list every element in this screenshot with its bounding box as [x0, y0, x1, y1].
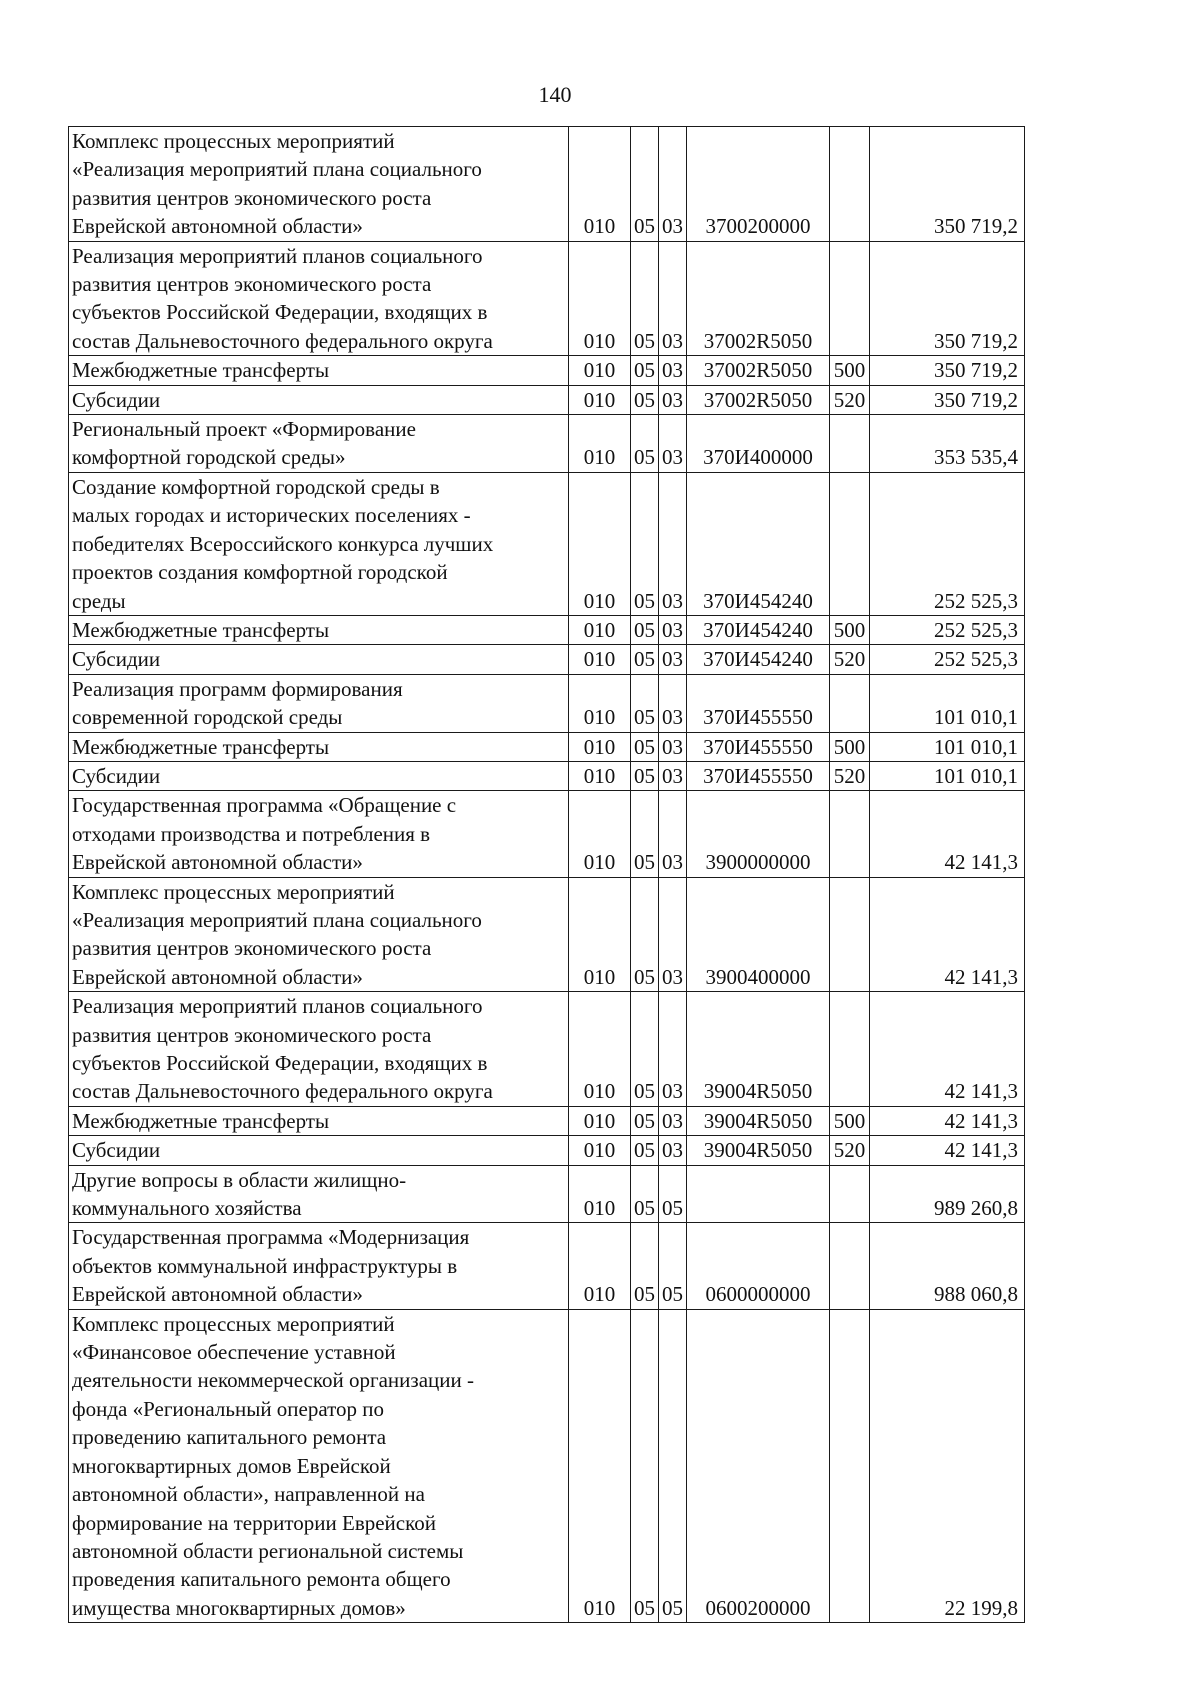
table-row	[69, 992, 1025, 1107]
row-subsection-code: 03	[659, 761, 687, 790]
row-target-article-code: 3900400000	[687, 877, 830, 992]
row-section-code: 05	[631, 385, 659, 414]
row-target-article-code: 370И400000	[687, 415, 830, 473]
row-grbs-code: 010	[569, 877, 631, 992]
row-amount: 252 525,3	[870, 472, 1025, 615]
row-amount: 350 719,2	[870, 356, 1025, 385]
row-target-article-code: 37002R5050	[687, 356, 830, 385]
row-grbs-code: 010	[569, 1165, 631, 1223]
row-grbs-code: 010	[569, 472, 631, 615]
row-name: Субсидии	[69, 385, 569, 414]
row-grbs-code: 010	[569, 127, 631, 242]
row-section-code: 05	[631, 1136, 659, 1165]
row-amount: 101 010,1	[870, 732, 1025, 761]
table-row	[69, 472, 1025, 615]
row-subsection-code: 03	[659, 356, 687, 385]
row-expense-type-code: 500	[830, 732, 870, 761]
row-subsection-code: 03	[659, 674, 687, 732]
row-expense-type-code	[830, 1223, 870, 1309]
row-target-article-code: 370И454240	[687, 615, 830, 644]
row-amount: 22 199,8	[870, 1309, 1025, 1622]
row-target-article-code: 0600200000	[687, 1309, 830, 1622]
row-amount: 350 719,2	[870, 127, 1025, 242]
row-name: Межбюджетные трансферты	[69, 615, 569, 644]
table-row	[69, 761, 1025, 790]
table-row	[69, 127, 1025, 242]
row-amount: 252 525,3	[870, 615, 1025, 644]
row-subsection-code: 03	[659, 415, 687, 473]
row-expense-type-code: 500	[830, 615, 870, 644]
row-section-code: 05	[631, 415, 659, 473]
row-grbs-code: 010	[569, 992, 631, 1107]
row-amount: 101 010,1	[870, 761, 1025, 790]
table-row	[69, 791, 1025, 877]
budget-table	[68, 126, 1025, 1623]
row-expense-type-code	[830, 127, 870, 242]
row-amount: 988 060,8	[870, 1223, 1025, 1309]
row-target-article-code: 370И454240	[687, 472, 830, 615]
row-expense-type-code	[830, 1309, 870, 1622]
page-number: 140	[538, 82, 572, 107]
row-target-article-code: 3900000000	[687, 791, 830, 877]
row-expense-type-code	[830, 877, 870, 992]
row-expense-type-code	[830, 992, 870, 1107]
row-expense-type-code	[830, 791, 870, 877]
row-subsection-code: 03	[659, 615, 687, 644]
row-expense-type-code: 520	[830, 761, 870, 790]
row-grbs-code: 010	[569, 241, 631, 356]
row-amount: 353 535,4	[870, 415, 1025, 473]
row-subsection-code: 03	[659, 385, 687, 414]
row-subsection-code: 03	[659, 1106, 687, 1135]
row-subsection-code: 05	[659, 1165, 687, 1223]
row-section-code: 05	[631, 1106, 659, 1135]
row-section-code: 05	[631, 241, 659, 356]
row-target-article-code: 370И455550	[687, 674, 830, 732]
row-subsection-code: 03	[659, 1136, 687, 1165]
row-section-code: 05	[631, 1223, 659, 1309]
row-expense-type-code	[830, 674, 870, 732]
row-target-article-code: 370И454240	[687, 645, 830, 674]
table-row	[69, 415, 1025, 473]
row-grbs-code: 010	[569, 732, 631, 761]
row-expense-type-code: 520	[830, 645, 870, 674]
row-name: Комплекс процессных мероприятий «Реализация мероприятий плана социального развития центров экономического роста Еврейской автономной области»	[69, 127, 569, 242]
row-amount: 42 141,3	[870, 791, 1025, 877]
row-subsection-code: 03	[659, 241, 687, 356]
row-grbs-code: 010	[569, 415, 631, 473]
row-target-article-code: 370И455550	[687, 761, 830, 790]
row-expense-type-code	[830, 472, 870, 615]
table-row	[69, 241, 1025, 356]
row-amount: 42 141,3	[870, 1136, 1025, 1165]
row-section-code: 05	[631, 877, 659, 992]
table-row	[69, 1106, 1025, 1135]
row-subsection-code: 03	[659, 645, 687, 674]
row-subsection-code: 03	[659, 877, 687, 992]
row-target-article-code: 39004R5050	[687, 1106, 830, 1135]
row-section-code: 05	[631, 674, 659, 732]
row-subsection-code: 03	[659, 992, 687, 1107]
row-amount: 101 010,1	[870, 674, 1025, 732]
row-grbs-code: 010	[569, 1309, 631, 1622]
row-name: Реализация программ формирования современной городской среды	[69, 674, 569, 732]
row-target-article-code: 39004R5050	[687, 992, 830, 1107]
row-target-article-code: 0600000000	[687, 1223, 830, 1309]
table-row	[69, 356, 1025, 385]
table-row	[69, 1223, 1025, 1309]
row-name: Реализация мероприятий планов социального развития центров экономического роста субъектов Российской Федерации, входящих в состав Дальневосточного федерального округа	[69, 992, 569, 1107]
row-amount: 350 719,2	[870, 385, 1025, 414]
table-row	[69, 1309, 1025, 1622]
row-expense-type-code: 520	[830, 1136, 870, 1165]
row-subsection-code: 03	[659, 732, 687, 761]
row-name: Комплекс процессных мероприятий «Финансовое обеспечение уставной деятельности некоммерческой организации - фонда «Региональный оператор по проведению капитального ремонта многоквартирных домов Еврейской автономной области», направленной на формирование на территории Еврейской автономной области региональной системы проведения капитального ремонта общего имущества многоквартирных домов»	[69, 1309, 569, 1622]
row-section-code: 05	[631, 645, 659, 674]
row-section-code: 05	[631, 791, 659, 877]
table-row	[69, 1136, 1025, 1165]
row-target-article-code: 39004R5050	[687, 1136, 830, 1165]
row-section-code: 05	[631, 761, 659, 790]
table-row	[69, 615, 1025, 644]
row-section-code: 05	[631, 472, 659, 615]
row-grbs-code: 010	[569, 615, 631, 644]
row-expense-type-code	[830, 1165, 870, 1223]
row-section-code: 05	[631, 1165, 659, 1223]
row-amount: 989 260,8	[870, 1165, 1025, 1223]
row-name: Межбюджетные трансферты	[69, 356, 569, 385]
row-grbs-code: 010	[569, 1223, 631, 1309]
row-expense-type-code	[830, 241, 870, 356]
row-subsection-code: 03	[659, 127, 687, 242]
row-name: Субсидии	[69, 1136, 569, 1165]
row-name: Создание комфортной городской среды в малых городах и исторических поселениях - победителях Всероссийского конкурса лучших проектов создания комфортной городской среды	[69, 472, 569, 615]
row-name: Государственная программа «Обращение с отходами производства и потребления в Еврейской автономной области»	[69, 791, 569, 877]
table-row	[69, 877, 1025, 992]
row-amount: 252 525,3	[870, 645, 1025, 674]
row-amount: 350 719,2	[870, 241, 1025, 356]
row-name: Межбюджетные трансферты	[69, 1106, 569, 1135]
row-subsection-code: 05	[659, 1223, 687, 1309]
row-grbs-code: 010	[569, 385, 631, 414]
row-name: Государственная программа «Модернизация объектов коммунальной инфраструктуры в Еврейской автономной области»	[69, 1223, 569, 1309]
row-section-code: 05	[631, 356, 659, 385]
row-subsection-code: 03	[659, 791, 687, 877]
row-grbs-code: 010	[569, 791, 631, 877]
row-expense-type-code: 500	[830, 356, 870, 385]
row-subsection-code: 03	[659, 472, 687, 615]
row-expense-type-code: 500	[830, 1106, 870, 1135]
row-amount: 42 141,3	[870, 877, 1025, 992]
row-section-code: 05	[631, 615, 659, 644]
row-section-code: 05	[631, 1309, 659, 1622]
row-name: Комплекс процессных мероприятий «Реализация мероприятий плана социального развития центров экономического роста Еврейской автономной области»	[69, 877, 569, 992]
row-name: Региональный проект «Формирование комфортной городской среды»	[69, 415, 569, 473]
row-grbs-code: 010	[569, 761, 631, 790]
row-grbs-code: 010	[569, 1106, 631, 1135]
row-grbs-code: 010	[569, 674, 631, 732]
row-name: Межбюджетные трансферты	[69, 732, 569, 761]
row-target-article-code: 37002R5050	[687, 385, 830, 414]
budget-table-body	[69, 127, 1025, 1623]
row-target-article-code	[687, 1165, 830, 1223]
table-row	[69, 1165, 1025, 1223]
row-grbs-code: 010	[569, 645, 631, 674]
row-section-code: 05	[631, 127, 659, 242]
row-grbs-code: 010	[569, 356, 631, 385]
table-row	[69, 674, 1025, 732]
table-row	[69, 732, 1025, 761]
row-target-article-code: 370И455550	[687, 732, 830, 761]
row-section-code: 05	[631, 732, 659, 761]
table-row	[69, 645, 1025, 674]
row-expense-type-code	[830, 415, 870, 473]
row-section-code: 05	[631, 992, 659, 1107]
row-amount: 42 141,3	[870, 1106, 1025, 1135]
row-subsection-code: 05	[659, 1309, 687, 1622]
row-name: Субсидии	[69, 645, 569, 674]
row-name: Субсидии	[69, 761, 569, 790]
table-row	[69, 385, 1025, 414]
row-name: Реализация мероприятий планов социального развития центров экономического роста субъектов Российской Федерации, входящих в состав Дальневосточного федерального округа	[69, 241, 569, 356]
row-amount: 42 141,3	[870, 992, 1025, 1107]
row-target-article-code: 37002R5050	[687, 241, 830, 356]
row-target-article-code: 3700200000	[687, 127, 830, 242]
row-name: Другие вопросы в области жилищно- коммунального хозяйства	[69, 1165, 569, 1223]
row-expense-type-code: 520	[830, 385, 870, 414]
row-grbs-code: 010	[569, 1136, 631, 1165]
